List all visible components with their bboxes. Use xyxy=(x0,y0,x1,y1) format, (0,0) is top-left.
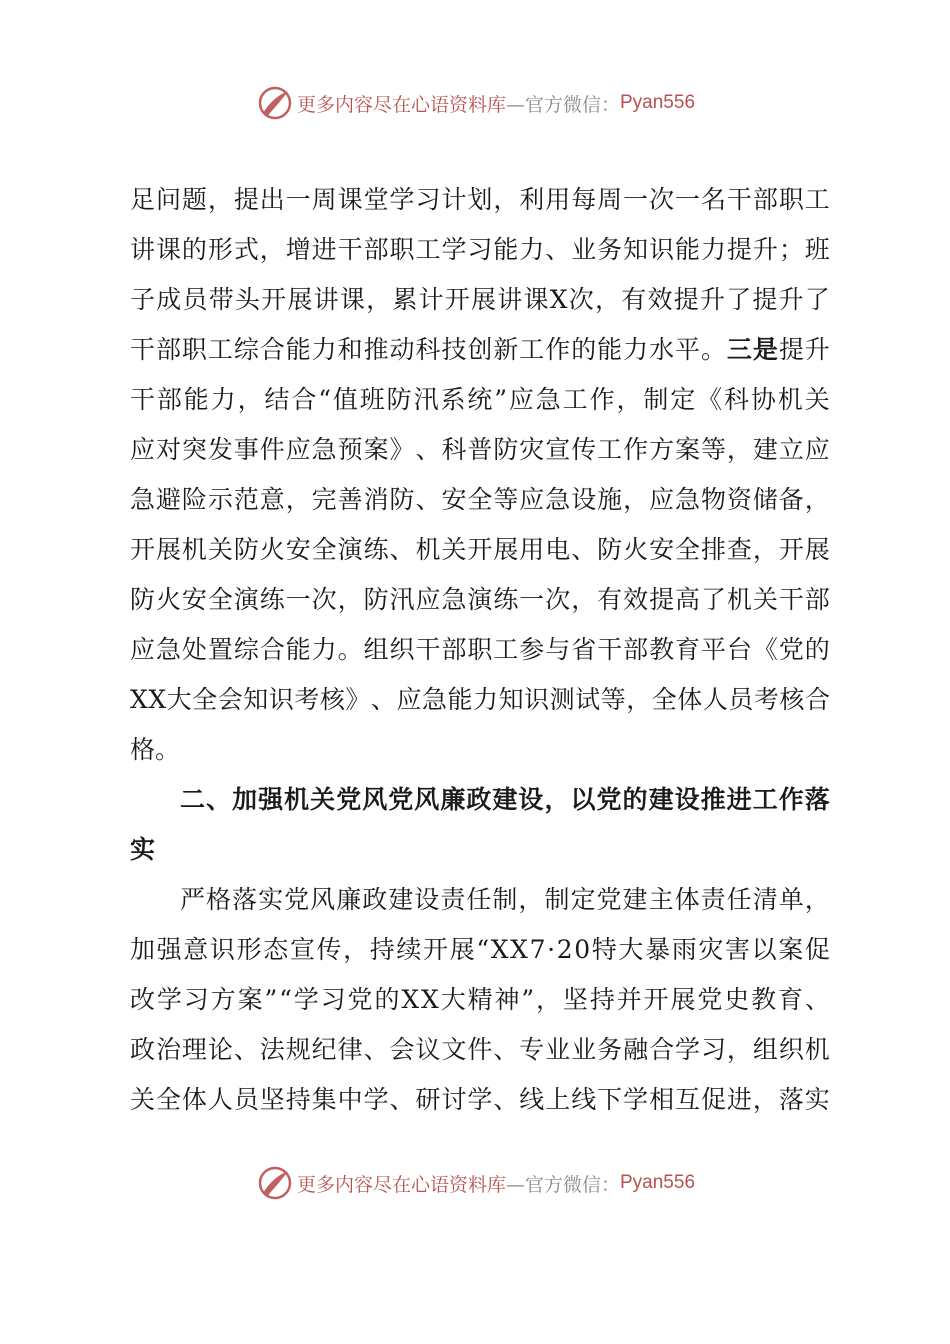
text-line: 子 成 员 带 头 开 展 讲 课 ， 累 计 开 展 讲 课 X 次 ， 有 效 提 升 了 提 升 了 xyxy=(130,285,830,314)
brush-logo-icon xyxy=(255,83,295,123)
text-line-mixed: 干 部 职 工 综 合 能 力 和 推 动 科 技 创 新 工 作 的 能 力 水 平 。 三 是 提 升 xyxy=(130,335,830,364)
section-heading: 二 、 加 强 机 关 党 风 党 风 廉 政 建 设 ， 以 党 的 建 设 推 进 工 作 落 xyxy=(180,785,830,814)
watermark-wechat-id: Pyan556 xyxy=(620,1172,696,1193)
text-line: 急 避 险 示 范 意 ， 完 善 消 防 、 安 全 等 应 急 设 施 ， 应 急 物 资 储 备 ， xyxy=(130,485,830,514)
text-line: 严 格 落 实 党 风 廉 政 建 设 责 任 制 ， 制 定 党 建 主 体 责 任 清 单 ， xyxy=(180,885,830,914)
text-line: 应 急 处 置 综 合 能 力 。 组 织 干 部 职 工 参 与 省 干 部 教 育 平 台 《 党 的 xyxy=(130,635,830,664)
watermark-main-text: 更多内容尽在心语资料库 xyxy=(296,1173,506,1196)
watermark-main-text: 更多内容尽在心语资料库 xyxy=(296,93,506,116)
text-line: 应 对 突 发 事 件 应 急 预 案 》 、 科 普 防 灾 宣 传 工 作 方 案 等 ， 建 立 应 xyxy=(130,435,830,464)
footer-watermark xyxy=(0,1161,950,1205)
watermark-wechat-id: Pyan556 xyxy=(620,92,696,113)
watermark-separator: —官方微信： xyxy=(505,1173,620,1196)
text-line: 防 火 安 全 演 练 一 次 ， 防 汛 应 急 演 练 一 次 ， 有 效 提 高 了 机 关 干 部 xyxy=(130,585,830,614)
text-line: X X 大 全 会 知 识 考 核 》 、 应 急 能 力 知 识 测 试 等 ， 全 体 人 员 考 核 合 xyxy=(130,685,830,714)
text-line: 政 治 理 论 、 法 规 纪 律 、 会 议 文 件 、 专 业 业 务 融 合 学 习 ， 组 织 机 xyxy=(130,1035,830,1064)
text-line: 干 部 能 力 ， 结 合 “ 值 班 防 汛 系 统 ” 应 急 工 作 ， 制 定 《 科 协 机 关 xyxy=(130,385,830,414)
text-line: 足 问 题 ， 提 出 一 周 课 堂 学 习 计 划 ， 利 用 每 周 一 次 一 名 干 部 职 工 xyxy=(130,185,830,214)
text-line: 关 全 体 人 员 坚 持 集 中 学 、 研 讨 学 、 线 上 线 下 学 相 互 促 进 ， 落 实 xyxy=(130,1085,830,1114)
text-line: 加 强 意 识 形 态 宣 传 ， 持 续 开 展 “ X X 7 · 2 0 特 大 暴 雨 灾 害 以 案 促 xyxy=(130,935,830,964)
section-heading-cont: 实 xyxy=(130,835,156,864)
text-line: 格。 xyxy=(130,735,181,764)
header-watermark xyxy=(0,81,950,125)
text-line: 改 学 习 方 案 ” “ 学 习 党 的 X X 大 精 神 ” ， 坚 持 并 开 展 党 史 教 育 、 xyxy=(130,985,830,1014)
text-line: 开 展 机 关 防 火 安 全 演 练 、 机 关 开 展 用 电 、 防 火 安 全 排 查 ， 开 展 xyxy=(130,535,830,564)
document-body xyxy=(130,175,830,1125)
watermark-separator: —官方微信： xyxy=(505,93,620,116)
brush-logo-icon xyxy=(255,1163,295,1203)
text-line: 讲 课 的 形 式 ， 增 进 干 部 职 工 学 习 能 力 、 业 务 知 识 能 力 提 升 ； 班 xyxy=(130,235,830,264)
